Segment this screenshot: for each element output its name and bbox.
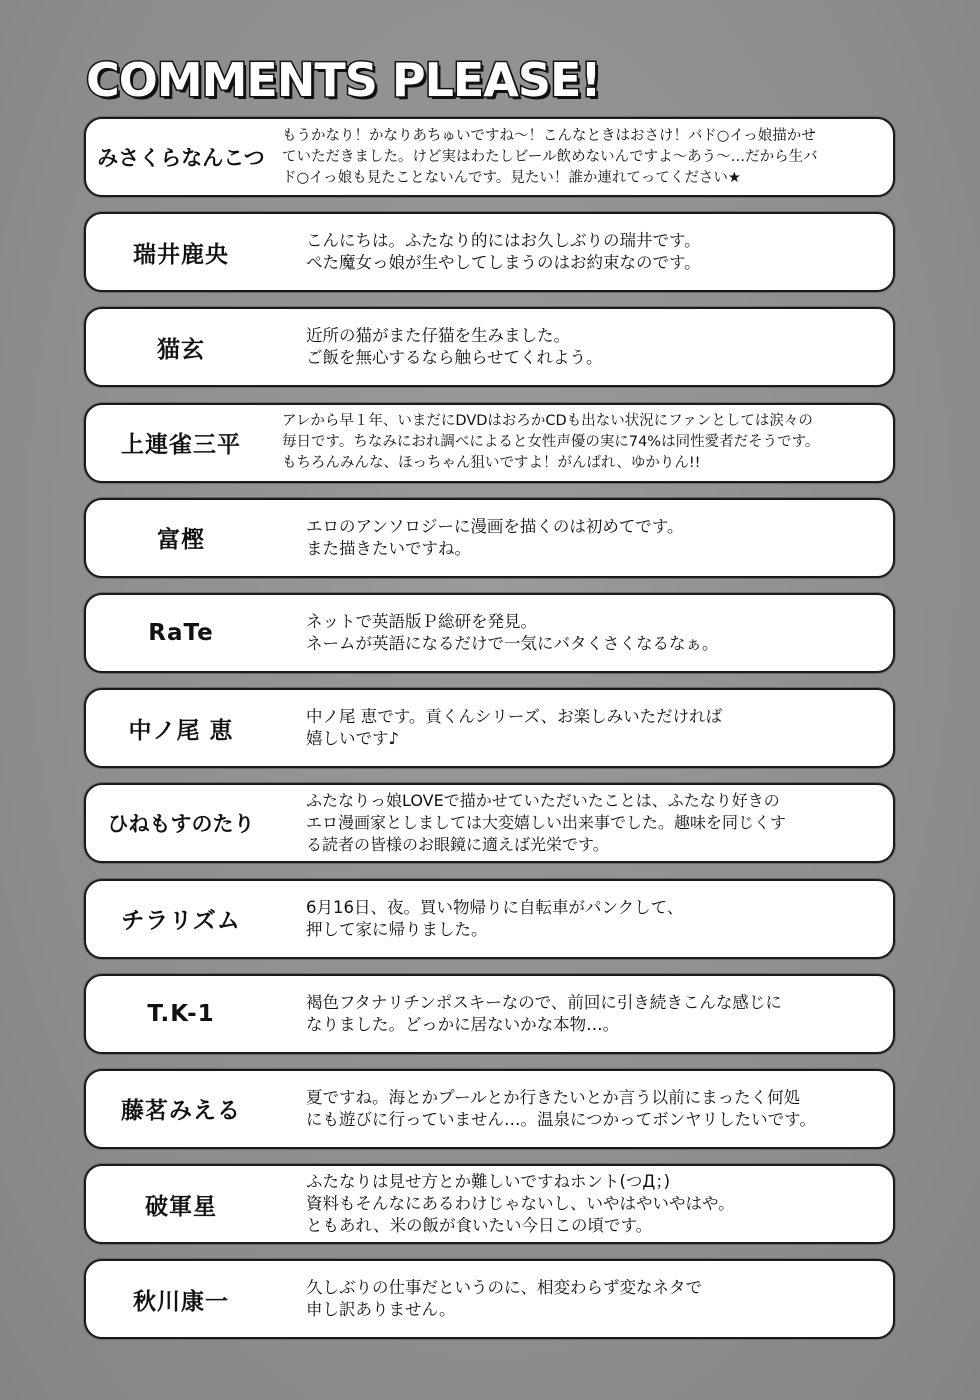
comment-line: なりました。どっかに居ないかな本物…。 xyxy=(306,1014,620,1034)
comment-line: ともあれ、米の飯が食いたい今日この頃です。 xyxy=(306,1216,653,1236)
author-name: 中ノ尾 恵 xyxy=(128,717,234,744)
comment-list xyxy=(84,117,899,1354)
comment-line: ネームが英語になるだけで一気にバタくさくなるなぁ。 xyxy=(306,633,719,653)
comment-card xyxy=(84,974,895,1054)
comment-text xyxy=(276,325,893,369)
author-name: 秋川康一 xyxy=(133,1288,229,1315)
comment-line: 申し訳ありません。 xyxy=(306,1300,456,1320)
comment-card xyxy=(84,879,895,959)
author-name: T.K-1 xyxy=(147,1000,215,1027)
author-name: 富樫 xyxy=(157,527,205,554)
comment-text xyxy=(276,790,893,856)
comment-line: 中ノ尾 恵です。貢くんシリーズ、お楽しみいただければ xyxy=(306,707,723,727)
comment-line: ご飯を無心するなら触らせてくれよう。 xyxy=(306,348,603,368)
comment-line: 久しぶりの仕事だというのに、相変わらず変なネタで xyxy=(306,1278,702,1298)
comment-line: 嬉しいです♪ xyxy=(306,729,400,749)
comment-line: アレから早１年、いまだにDVDはおろかCDも出ない状況にファンとしては涙々の xyxy=(282,413,813,430)
comment-line: にも遊びに行っていません…。温泉につかってボンヤリしたいです。 xyxy=(306,1109,816,1129)
author-name: みさくらなんこつ xyxy=(97,146,265,170)
author-name: 藤茗みえる xyxy=(121,1098,241,1125)
author-name: RaTe xyxy=(148,619,214,646)
comment-text xyxy=(276,1277,893,1321)
comment-line: 6月16日、夜。買い物帰りに自転車がパンクして、 xyxy=(306,897,684,917)
comment-text xyxy=(276,992,893,1036)
comment-line: エロ漫画家としましては大変嬉しい出来事でした。趣味を同じくす xyxy=(306,813,787,833)
page-title: COMMENTS PLEASE! xyxy=(86,53,601,107)
comment-line: こんにちは。ふたなり的にはお久しぶりの瑞井です。 xyxy=(306,231,701,251)
comment-line: 毎日です。ちなみにおれ調べによると女性声優の実に74%は同性愛者だそうです。 xyxy=(282,434,820,451)
comment-text xyxy=(276,897,893,941)
comment-card xyxy=(84,498,895,578)
comment-line: 押して家に帰りました。 xyxy=(306,919,488,939)
comment-card xyxy=(84,1164,895,1244)
author-name: 猫玄 xyxy=(157,336,205,363)
comment-card xyxy=(84,403,895,483)
comment-card xyxy=(84,212,895,292)
comment-card xyxy=(84,1069,895,1149)
comment-text xyxy=(276,611,893,655)
comment-card xyxy=(84,783,895,863)
comment-card xyxy=(84,688,895,768)
author-name: チラリズム xyxy=(121,908,241,934)
comment-line: ぺた魔女っ娘が生やしてしまうのはお約束なのです。 xyxy=(306,253,701,273)
author-name: 上連雀三平 xyxy=(121,432,241,459)
comment-text xyxy=(276,706,893,750)
author-name: 破軍星 xyxy=(145,1193,217,1220)
comment-text xyxy=(276,1087,893,1131)
comment-text xyxy=(276,411,893,474)
comment-text xyxy=(276,516,893,560)
comment-line: 夏ですね。海とかプールとか行きたいとか言う以前にまったく何処 xyxy=(306,1087,801,1107)
comment-line: 近所の猫がまた仔猫を生みました。 xyxy=(306,326,570,346)
comment-line: ド○イっ娘も見たことないんです。見たい！誰か連れてってください★ xyxy=(282,169,741,186)
comment-card xyxy=(84,307,895,387)
comment-card xyxy=(84,593,895,673)
comment-line: ふたなりは見せ方とか難しいですねホント(つД；) xyxy=(306,1172,671,1192)
comment-line: 褐色フタナリチンポスキーなので、前回に引き続きこんな感じに xyxy=(306,992,782,1012)
comment-text xyxy=(276,230,893,274)
comment-line: エロのアンソロジーに漫画を描くのは初めてです。 xyxy=(306,516,684,536)
comment-line: る読者の皆様のお眼鏡に適えば光栄です。 xyxy=(306,835,609,855)
comment-line: ていただきました。けど実はわたしビール飲めないんですよ〜あう〜…だから生バ xyxy=(282,148,818,165)
comment-line: 資料もそんなにあるわけじゃないし、いやはやいやはや。 xyxy=(306,1194,735,1214)
comment-line: もちろんみんな、ほっちゃん狙いですよ！がんばれ、ゆかりん!! xyxy=(282,455,701,472)
comment-line: ネットで英語版Ｐ総研を発見。 xyxy=(306,611,537,631)
comment-text xyxy=(276,1171,893,1237)
author-name: 瑞井鹿央 xyxy=(133,241,229,268)
comment-line: また描きたいですね。 xyxy=(306,538,471,558)
author-name: ひねもすのたり xyxy=(107,812,255,837)
comment-card xyxy=(84,1259,895,1339)
comment-line: もうかなり！かなりあちゅいですね〜！こんなときはおさけ！バド○イっ娘描かせ xyxy=(282,127,816,144)
comment-card xyxy=(84,117,895,197)
comment-text xyxy=(276,126,893,189)
comment-line: ふたなりっ娘LOVEで描かせていただいたことは、ふたなり好きの xyxy=(306,791,780,811)
